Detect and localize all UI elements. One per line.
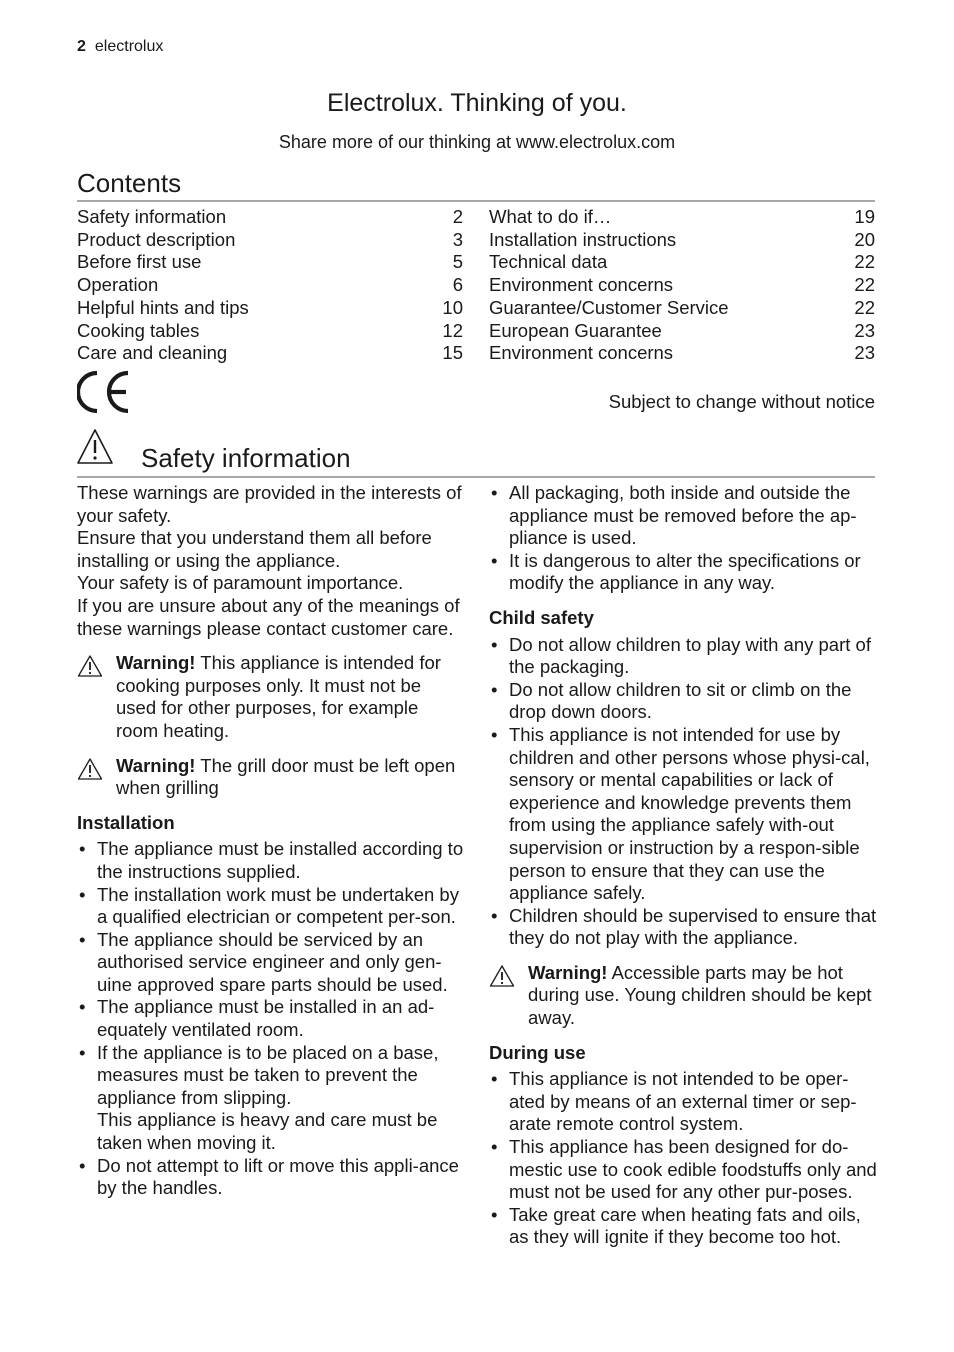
toc-label: Installation instructions <box>489 228 677 250</box>
warning-icon <box>77 755 116 800</box>
toc-page: 23 <box>854 342 875 364</box>
intro-paragraph: If you are unsure about any of the meanings of these warnings please contact customer care. <box>77 594 460 639</box>
brand-name: electrolux <box>94 38 164 55</box>
toc-row[interactable] <box>77 274 463 297</box>
warning-text <box>116 652 465 742</box>
toc-page: 22 <box>854 274 875 296</box>
list-item <box>77 1042 465 1155</box>
toc-row[interactable] <box>77 229 463 252</box>
warning-label: Warning! <box>116 754 196 776</box>
toc-label: Operation <box>77 274 159 296</box>
warning-note <box>77 652 465 742</box>
list-item: • All packaging, both inside and outside the appliance must be removed before the ap-pliance is used. <box>489 482 877 550</box>
intro-paragraph: These warnings are provided in the interests of your safety. <box>77 482 462 526</box>
toc-label: Guarantee/Customer Service <box>489 296 729 318</box>
warning-body: Accessible parts may be hot during use. Young children should be kept away. <box>528 961 872 1029</box>
toc-page: 10 <box>442 296 463 318</box>
list-item-extra: This appliance is heavy and care must be taken when moving it. <box>97 1109 438 1154</box>
contents-title: Contents <box>77 168 182 198</box>
list-item: • This appliance has been designed for do-mestic use to cook edible foodstuffs only and must not be used for any other pur-poses. <box>489 1136 877 1204</box>
toc-label: Environment concerns <box>489 342 674 364</box>
toc-page: 23 <box>854 319 875 341</box>
warning-label: Warning! <box>528 961 608 983</box>
toc-row[interactable] <box>489 206 875 229</box>
page-header <box>77 38 163 56</box>
subsection-title: During use <box>489 1041 586 1063</box>
safety-right-column <box>489 482 877 1249</box>
toc-page: 6 <box>452 274 463 296</box>
list-item-text: If the appliance is to be placed on a base, measures must be taken to prevent the appliance from slipping. <box>97 1041 439 1108</box>
warning-icon <box>77 652 116 742</box>
list-item: • Children should be supervised to ensure that they do not play with the appliance. <box>489 905 877 950</box>
ce-mark-icon <box>77 370 132 414</box>
toc-label: Before first use <box>77 251 202 273</box>
list-item: • Take great care when heating fats and oils, as they will ignite if they become too hot. <box>489 1204 877 1249</box>
list-item: • The appliance should be serviced by an authorised service engineer and only gen-uine approved spare parts should be used. <box>77 929 465 997</box>
toc-page: 20 <box>854 228 875 250</box>
toc-row[interactable] <box>77 251 463 274</box>
intro-paragraph: Your safety is of paramount importance. <box>77 572 404 594</box>
section-title: Safety information <box>141 443 351 473</box>
toc-row[interactable] <box>489 274 875 297</box>
toc-left-column <box>77 206 463 365</box>
toc-label: Safety information <box>77 206 227 227</box>
warning-icon <box>489 962 528 1030</box>
change-notice: Subject to change without notice <box>608 391 875 412</box>
toc-row[interactable] <box>489 297 875 320</box>
list-item: • Do not allow children to play with any part of the packaging. <box>489 634 877 679</box>
toc-row[interactable] <box>77 206 463 229</box>
toc-page: 22 <box>854 296 875 318</box>
safety-divider <box>77 476 875 478</box>
warning-triangle-icon <box>76 428 114 466</box>
warning-body: The grill door must be left open when grilling <box>116 754 456 799</box>
list-item: • Do not allow children to sit or climb on the drop down doors. <box>489 679 877 724</box>
list-item: • Do not attempt to lift or move this appli-ance by the handles. <box>77 1155 465 1200</box>
toc-right-column <box>489 206 875 365</box>
share-line: Share more of our thinking at www.electrolux.com <box>278 132 676 152</box>
toc-label: What to do if… <box>489 206 612 227</box>
toc-row[interactable] <box>489 229 875 252</box>
toc-label: Helpful hints and tips <box>77 296 249 318</box>
toc-page: 5 <box>452 251 463 273</box>
list-item: • This appliance is not intended for use by children and other persons whose physi-cal, sensory or mental capabilities or lack of experience and knowledge prevents them from using the appliance safely with-out supervision or instruction by a respon-sible person to ensure that they can use the appliance safely. <box>489 724 877 905</box>
toc-label: Care and cleaning <box>77 342 228 364</box>
safety-left-column <box>77 482 465 1200</box>
list-item: • This appliance is not intended to be oper-ated by means of an external timer or sep-arate remote control system. <box>489 1068 877 1136</box>
toc-page: 3 <box>452 228 463 250</box>
toc-label: Product description <box>77 228 236 250</box>
installation-list <box>77 838 465 1200</box>
toc-page: 2 <box>452 206 463 227</box>
packaging-list <box>489 482 877 595</box>
toc-page: 19 <box>854 206 875 227</box>
intro-paragraph: Ensure that you understand them all before installing or using the appliance. <box>77 527 432 571</box>
warning-label: Warning! <box>116 652 196 674</box>
tagline: Electrolux. Thinking of you. <box>327 89 627 117</box>
subsection-title: Child safety <box>489 606 594 628</box>
warning-body: This appliance is intended for cooking purposes only. It must not be used for other purposes, for example room heating. <box>116 652 441 741</box>
toc-row[interactable] <box>77 297 463 320</box>
warning-note <box>77 755 465 800</box>
toc-label: Cooking tables <box>77 319 200 341</box>
contents-divider <box>77 200 875 202</box>
list-item: • The installation work must be undertaken by a qualified electrician or competent per-son. <box>77 884 465 929</box>
toc-row[interactable] <box>77 320 463 343</box>
list-item: • It is dangerous to alter the specifications or modify the appliance in any way. <box>489 550 877 595</box>
toc-row[interactable] <box>489 320 875 343</box>
list-item: • The appliance must be installed in an ad-equately ventilated room. <box>77 996 465 1041</box>
toc-page: 15 <box>442 342 463 364</box>
toc-page: 22 <box>854 251 875 273</box>
toc-row[interactable] <box>489 342 875 365</box>
toc-label: European Guarantee <box>489 319 662 341</box>
toc-page: 12 <box>442 319 463 341</box>
list-item: • The appliance must be installed according to the instructions supplied. <box>77 838 465 883</box>
warning-note <box>489 962 877 1030</box>
toc-row[interactable] <box>489 251 875 274</box>
page-number: 2 <box>77 38 86 55</box>
subsection-title: Installation <box>77 811 175 833</box>
child-safety-list <box>489 634 877 950</box>
toc-label: Technical data <box>489 251 608 273</box>
toc-row[interactable] <box>77 342 463 365</box>
during-use-list <box>489 1068 877 1249</box>
warning-text <box>116 755 465 800</box>
warning-text <box>528 962 877 1030</box>
toc-label: Environment concerns <box>489 274 674 296</box>
